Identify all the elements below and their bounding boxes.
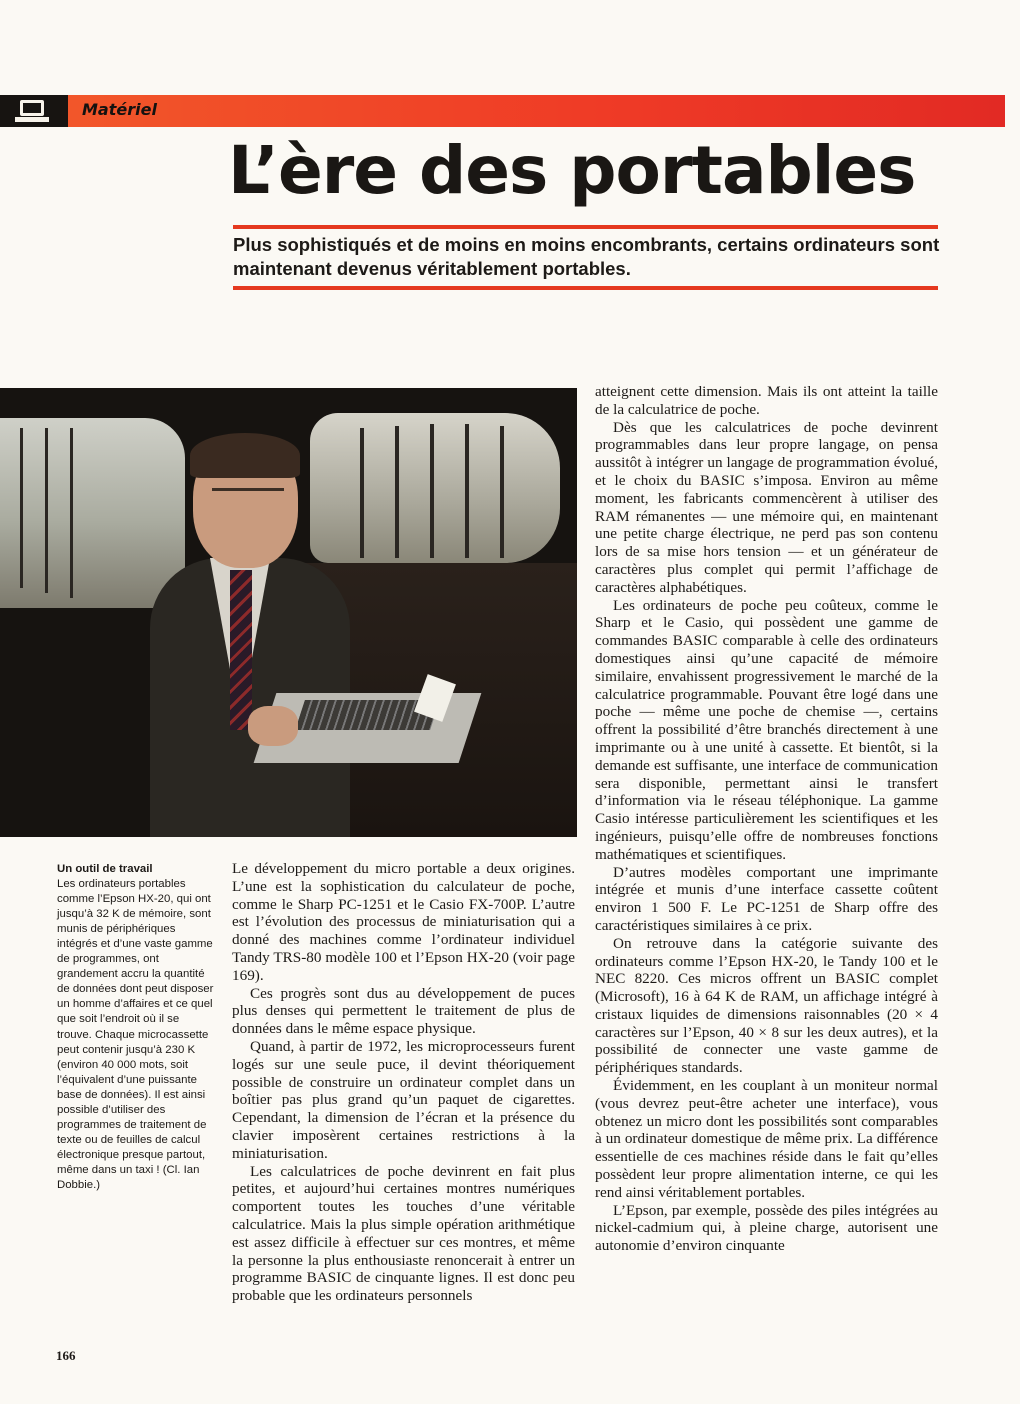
computer-icon [0, 95, 68, 127]
paragraph: Quand, à partir de 1972, les microprocesseurs furent logés sur une seule puce, il devint théoriquement possible de construire un ordinateur complet dans un boîtier pas plus grand qu’un paquet de cigarettes. Cependant, la dimension de l’écran et la présence du clavier imposèrent certaines restrictions à la miniaturisation. [232, 1037, 575, 1162]
section-band [0, 95, 1005, 127]
article-column-middle [232, 860, 575, 1305]
paragraph: Les ordinateurs de poche peu coûteux, comme le Sharp et le Casio, qui possèdent une gamme de commandes BASIC comparable à celle des ordinateurs domestiques ainsi qu’une capacité de mémoire similaire, envahissent progressivement le marché de la calculatrice programmable. Pouvant être logé dans une poche — même une poche de chemise —, certains offrent la possibilité d’être branchés directement à une imprimante ou à une unité à cassette. Et bientôt, si la demande est suffisante, une interface de communication sera disponible, permettant ainsi le transfert d’information via le réseau téléphonique. La gamme Casio intéresse particulièrement les scientifiques et les ingénieurs, puisqu’elle offre de nombreuses fonctions mathématiques et scientifiques. [595, 596, 938, 863]
paragraph: D’autres modèles comportant une imprimante intégrée et munis d’une interface cassette coûtent environ 1 500 F. Le PC-1251 de Sharp offre des caractéristiques similaires à ce prix. [595, 863, 938, 934]
caption-title: Un outil de travail [57, 863, 153, 875]
photo-man-with-portable-computer [0, 388, 577, 837]
paragraph: atteignent cette dimension. Mais ils ont atteint la taille de la calculatrice de poche. [595, 383, 938, 418]
paragraph: Dès que les calculatrices de poche devinrent programmables dans leur propre langage, on pensa aussitôt à intégrer un langage de programmation évolué, et le choix du BASIC s’imposa. Environ au même moment, les fabricants commencèrent à utiliser des RAM rémanentes — une mémoire qui, en maintenant une petite charge électrique, ne perd pas son contenu lors de sa mise hors tension — et un générateur de caractères plus complet qui permit l’affichage de caractères alphabétiques. [595, 418, 938, 596]
article-title: L’ère des portables [228, 132, 916, 209]
article-standfirst: Plus sophistiqués et de moins en moins encombrants, certains ordinateurs sont maintenant devenus véritablement portables. [233, 234, 940, 279]
paragraph: Les calculatrices de poche devinrent en fait plus petites, et aujourd’hui certaines montres numériques comportent toutes les touches d’une véritable calculatrice. Mais la plus simple opération arithmétique est assez difficile à effectuer sur ces montres, et même la personne la plus enthousiaste renoncerait à entrer un programme BASIC de cinquante lignes. Il est donc peu probable que les ordinateurs personnels [232, 1162, 575, 1305]
paragraph: L’Epson, par exemple, possède des piles intégrées au nickel-cadmium qui, à pleine charge, autorisent une autonomie d’environ cinquante [595, 1201, 938, 1255]
photo-caption [57, 862, 217, 1193]
article-column-right [595, 383, 938, 1255]
paragraph: Évidemment, en les couplant à un moniteur normal (vous devrez peut-être acheter une interface), vous obtenez un micro dont les possibilités sont comparables à un ordinateur domestique de même prix. La différence essentielle de ces machines réside dans le fait qu’elles possèdent leur propre alimentation interne, ce qui les rend ainsi véritablement portables. [595, 1077, 938, 1201]
paragraph: Ces progrès sont dus au développement de puces plus denses qui permettent le traitement de plus de données dans le même espace physique. [232, 984, 575, 1038]
title-rule-top [233, 225, 938, 229]
paragraph: Le développement du micro portable a deux origines. L’une est la sophistication du calculateur de poche, comme le Sharp PC-1251 et le Casio FX-700P. L’autre est l’évolution des processus de miniaturisation qui a donné des machines comme l’ordinateur individuel Tandy TRS-80 modèle 100 et l’Epson HX-20 (voir page 169). [232, 860, 575, 984]
caption-body: Les ordinateurs portables comme l’Epson HX-20, qui ont jusqu’à 32 K de mémoire, sont munis de périphériques intégrés et d’une vaste gamme de programmes, ont grandement accru la quantité de données dont peut disposer un homme d’affaires et ce quel que soit l’endroit où il se trouve. Chaque microcassette peut contenir jusqu’à 230 K (environ 40 000 mots, soit l’équivalent d’une puissante base de données). Il est ainsi possible d’utiliser des programmes de traitement de texte ou de feuilles de calcul électronique presque partout, même dans un taxi ! (Cl. Ian Dobbie.) [57, 878, 214, 1191]
page-number: 166 [56, 1348, 76, 1363]
title-rule-bottom [233, 286, 938, 290]
paragraph: On retrouve dans la catégorie suivante des ordinateurs comme l’Epson HX-20, le Tandy 100 et le NEC 8220. Ces micros offrent un BASIC complet (Microsoft), 16 à 64 K de RAM, un affichage intégré à cristaux liquides de dimensions raisonnables (20 × 4 caractères sur l’Epson, 40 × 8 sur les deux autres), et la possibilité de connecter une vaste gamme de périphériques standards. [595, 934, 938, 1077]
section-label: Matériel [82, 100, 157, 119]
